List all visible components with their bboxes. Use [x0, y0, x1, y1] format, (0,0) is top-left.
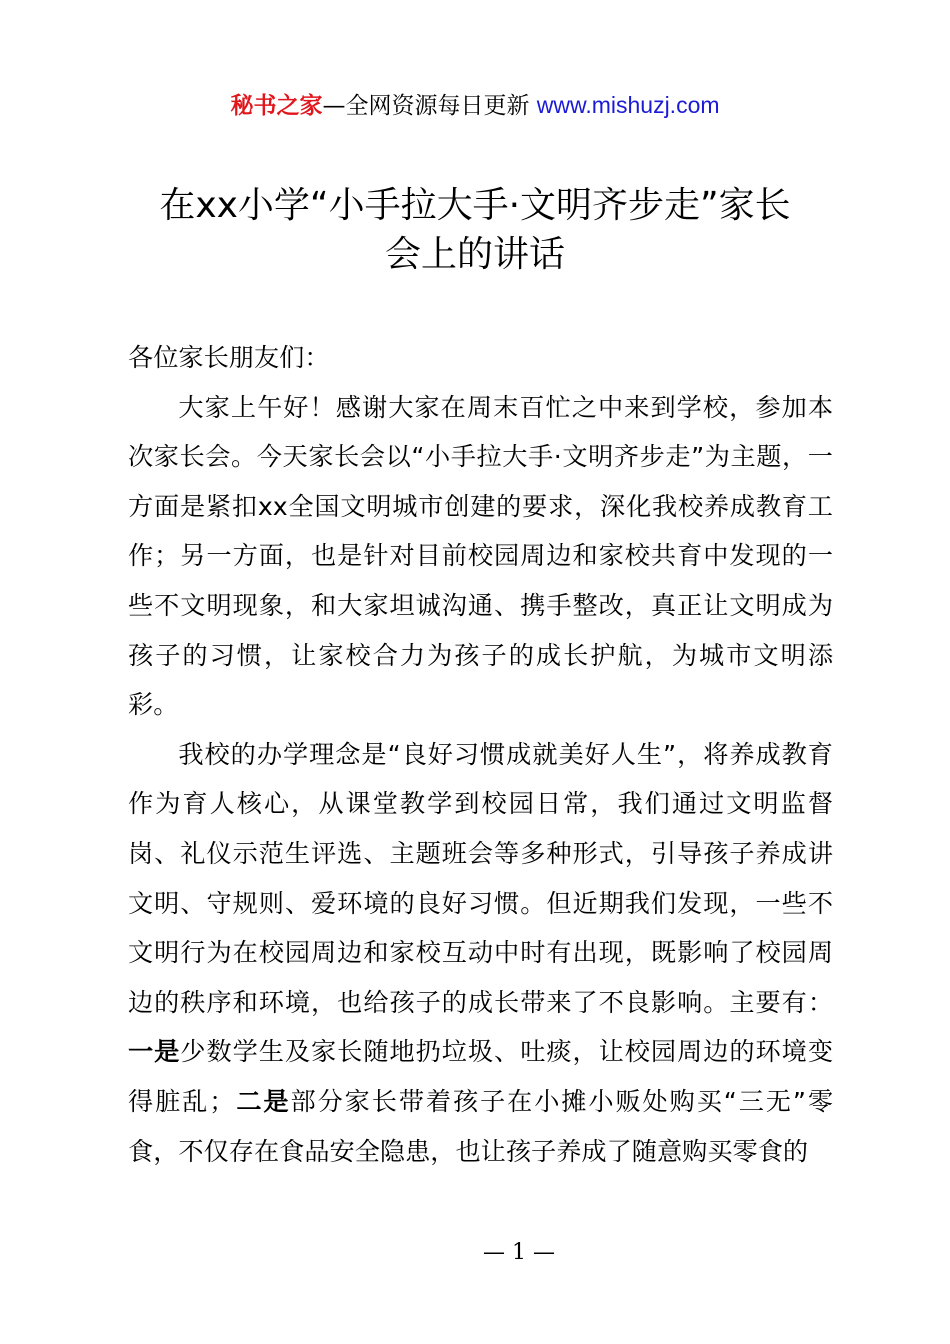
point-one-text: 少数学生及家长随地扔垃圾、吐痰，让校园周边的环境变得脏乱；: [128, 1037, 834, 1116]
site-header: [0, 88, 950, 123]
title-line-2: 会上的讲话: [384, 234, 565, 275]
document-title: [100, 181, 850, 279]
paragraph-2: [128, 730, 833, 1176]
document-body: [128, 333, 833, 1176]
title-line-1: 在xx小学“小手拉大手·文明齐步走”家长: [159, 185, 791, 226]
point-one-label: 一是: [128, 1037, 181, 1067]
point-two-text: 部分家长带着孩子在小摊小贩处购买“三无”零食，不仅存在食品安全隐患，也让孩子养成了随意购买零食的: [128, 1086, 834, 1166]
paragraph-2-intro: 我校的办学理念是“良好习惯成就美好人生”，将养成教育作为育人核心，从课堂教学到校园日常，我们通过文明监督岗、礼仪示范生评选、主题班会等多种形式，引导孩子养成讲文明、守规则、爱环境的良好习惯。但近期我们发现，一些不文明行为在校园周边和家校互动中时有出现，既影响了校园周边的秩序和环境，也给孩子的成长带来了不良影响。主要有：: [128, 739, 833, 1017]
point-two-label: 二是: [234, 1086, 291, 1116]
paragraph-1: 大家上午好！感谢大家在周末百忙之中来到学校，参加本次家长会。今天家长会以“小手拉大手·文明齐步走”为主题，一方面是紧扣xx全国文明城市创建的要求，深化我校养成教育工作；另一方面，也是针对目前校园周边和家校共育中发现的一些不文明现象，和大家坦诚沟通、携手整改，真正让文明成为孩子的习惯，让家校合力为孩子的成长护航，为城市文明添彩。: [128, 392, 833, 720]
salutation: 各位家长朋友们：: [128, 343, 330, 372]
header-tagline: —全网资源每日更新: [322, 93, 537, 119]
page-number: — 1 —: [483, 1240, 555, 1265]
brand-name: 秘书之家: [230, 93, 323, 119]
site-url[interactable]: www.mishuzj.com: [536, 92, 720, 118]
